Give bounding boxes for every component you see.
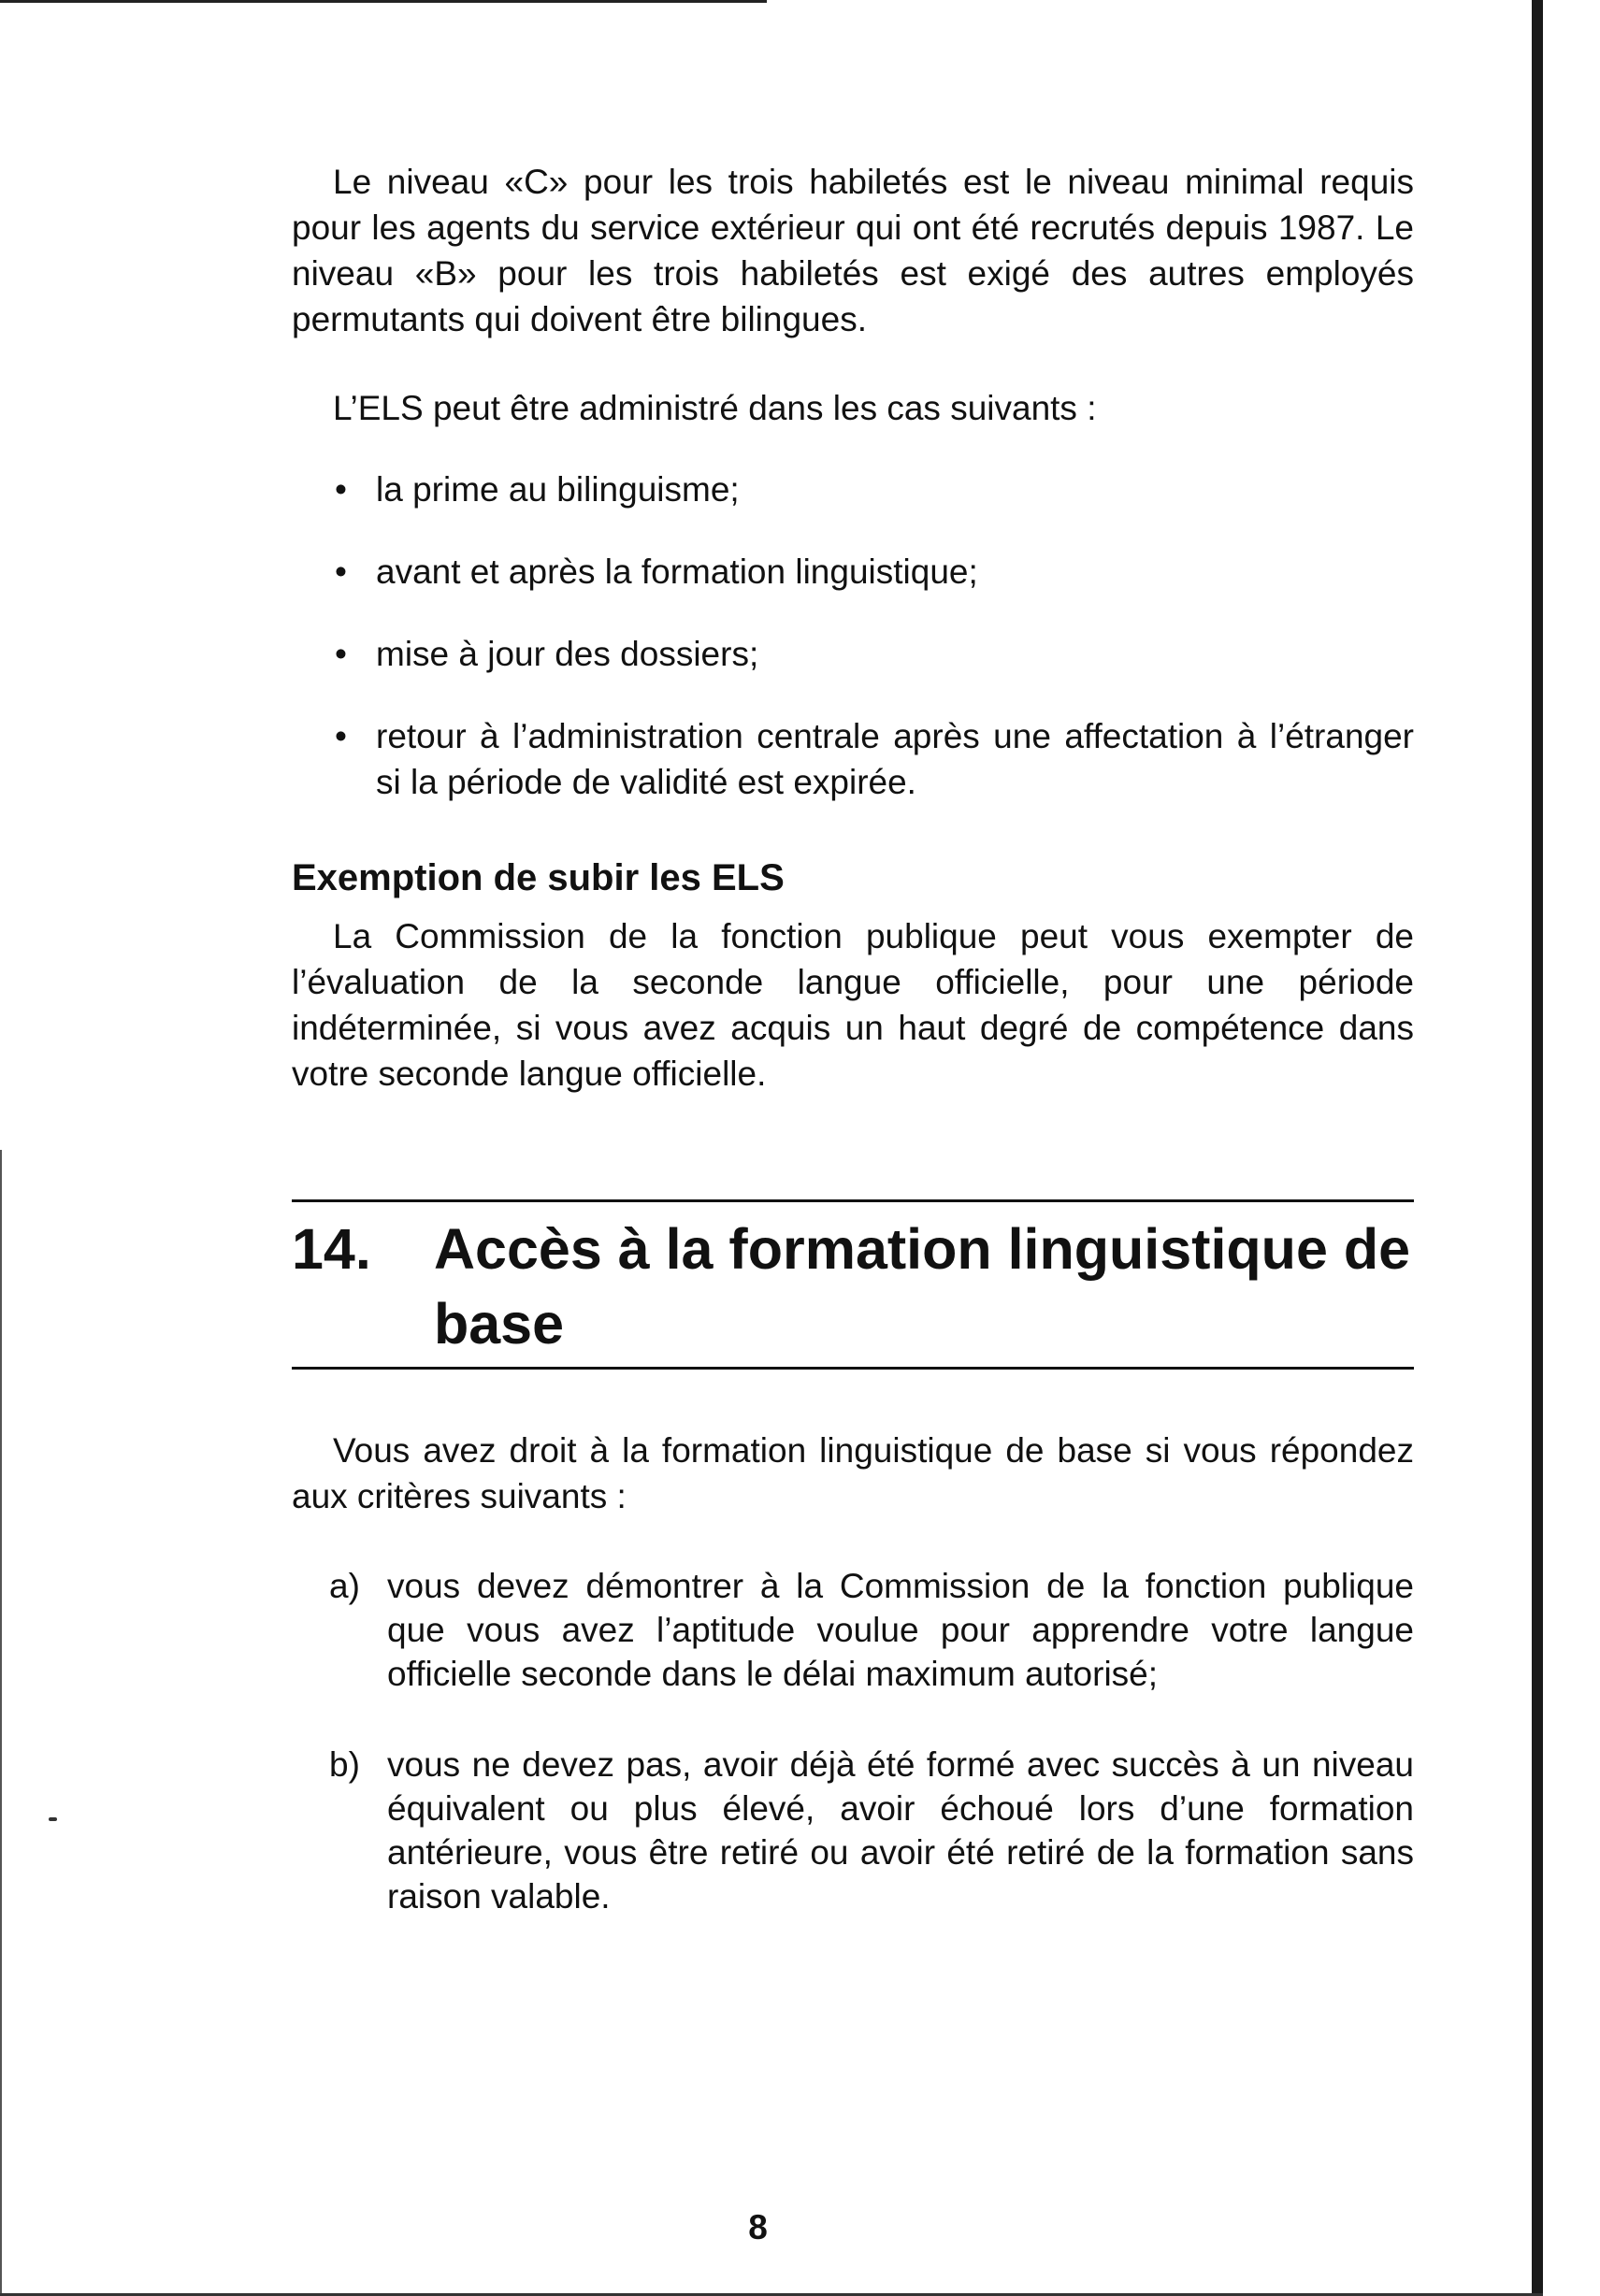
scan-edge-top xyxy=(0,0,767,3)
paragraph-section-intro: Vous avez droit à la formation linguistique de base si vous répondez aux critères suivants : xyxy=(292,1431,1414,1515)
criteria-list xyxy=(292,1564,1414,1918)
exemption-heading: Exemption de subir les ELS xyxy=(292,857,785,898)
scan-edge-right xyxy=(1532,0,1543,2296)
list-item-text: avant et après la formation linguistique; xyxy=(376,552,978,591)
list-item-text: retour à l’administration centrale après une affectation à l’étranger si la période de validité est expirée. xyxy=(376,717,1414,801)
section-number: 14. xyxy=(292,1217,371,1281)
list-item-label: a) xyxy=(329,1567,360,1605)
bullet-icon: • xyxy=(335,635,347,673)
scan-margin-right xyxy=(1543,0,1600,2296)
scan-edge-left xyxy=(0,1150,2,2296)
page-number: 8 xyxy=(748,2208,768,2246)
bullet-icon: • xyxy=(335,552,347,591)
bullet-icon: • xyxy=(335,470,347,509)
list-item-text: la prime au bilinguisme; xyxy=(376,470,740,509)
section-title: Accès à la formation linguistique de base xyxy=(434,1217,1410,1356)
list-item xyxy=(292,549,1414,595)
bullet-icon: • xyxy=(335,717,347,755)
page-content xyxy=(292,159,1414,1965)
list-item xyxy=(292,1564,1414,1696)
list-item xyxy=(292,631,1414,677)
section-rule-bottom xyxy=(292,1367,1414,1370)
list-item-text: vous ne devez pas, avoir déjà été formé avec succès à un niveau équivalent ou plus élevé, avoir échoué lors d’une formation antérieure, vous être retiré ou avoir été retiré de la formation sans raison valable. xyxy=(387,1745,1414,1916)
paragraph-levels: Le niveau «C» pour les trois habiletés est le niveau minimal requis pour les agents du service extérieur qui ont été recrutés depuis 1987. Le niveau «B» pour les trois habiletés est exigé des autres employés permutants qui doivent être bilingues. xyxy=(292,163,1414,338)
paragraph-exemption: La Commission de la fonction publique peut vous exempter de l’évaluation de la seconde langue officielle, pour une période indéterminée, si vous avez acquis un haut degré de compétence dans votre seconde langue officielle. xyxy=(292,917,1414,1093)
list-item xyxy=(292,1743,1414,1918)
section-heading xyxy=(292,1202,1414,1367)
list-item-label: b) xyxy=(329,1745,360,1784)
list-item xyxy=(292,713,1414,805)
paragraph-intro-cases: L’ELS peut être administré dans les cas suivants : xyxy=(333,389,1097,427)
cases-list xyxy=(292,466,1414,805)
list-item-text: mise à jour des dossiers; xyxy=(376,635,759,673)
list-item-text: vous devez démontrer à la Commission de la fonction publique que vous avez l’aptitude voulue pour apprendre votre langue officielle seconde dans le délai maximum autorisé; xyxy=(387,1567,1414,1693)
scan-speck xyxy=(49,1817,57,1821)
list-item xyxy=(292,466,1414,512)
